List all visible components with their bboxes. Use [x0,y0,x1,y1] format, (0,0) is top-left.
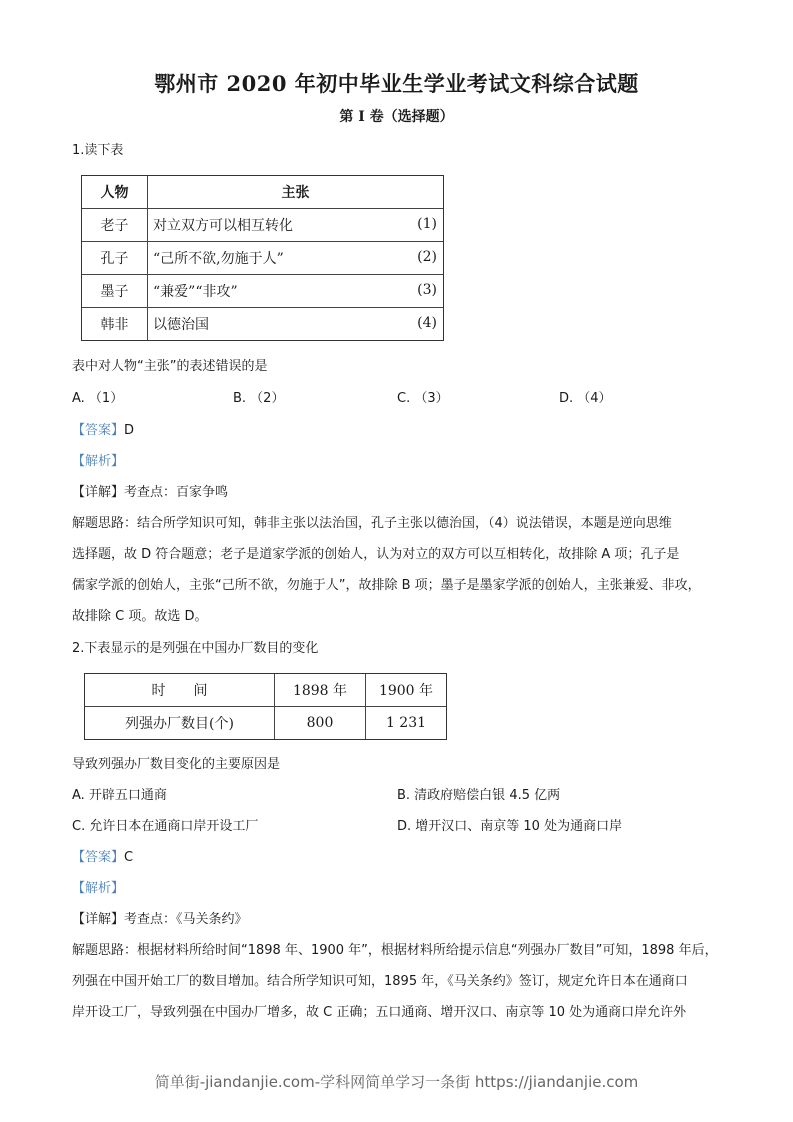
detail-label: 【详解】 [72,485,125,500]
q1-explanation-line: 故排除 C 项。故选 D。 [72,609,208,624]
section-title: 第 I 卷（选择题） [339,109,454,125]
q2-explanation-line: 列强在中国开始工厂的数目增加。结合所学知识可知，1895 年，《马关条约》签订，规定允许日本在通商口 [72,974,688,989]
q1-option-c[interactable]: C. （3） [397,391,449,406]
answer-label: 【答案】 [72,423,125,438]
table-row [82,308,444,341]
claim-number: (1) [417,216,437,232]
q2-analysis-label: 【解析】 [72,881,125,896]
claim-cell [148,308,444,341]
q2-explanation-line: 岸开设工厂，导致列强在中国办厂增多，故 C 正确；五口通商、增开汉口、南京等 10 处为通商口岸允许外 [72,1005,687,1020]
q2-option-c[interactable]: C. 允许日本在通商口岸开设工厂 [72,819,259,834]
answer-label: 【答案】 [72,850,125,865]
answer-value: D [124,423,135,438]
q1-answer [72,423,134,439]
q1-table-header-person: 人物 [82,176,148,209]
claim-text: 对立双方可以相互转化 [153,218,293,234]
table-row [82,275,444,308]
q2-table-header-1900: 1900 年 [366,674,447,707]
q1-table-header-claim: 主张 [148,176,444,209]
q2-answer [72,850,133,866]
q2-detail [72,912,248,928]
q1-table [81,175,444,341]
q2-question: 导致列强办厂数目变化的主要原因是 [72,757,281,772]
person-cell: 韩非 [82,308,148,341]
q1-explanation-line: 儒家学派的创始人，主张“己所不欲，勿施于人”，故排除 B 项；墨子是墨家学派的创始人，主张兼爱、非攻， [72,578,701,593]
claim-number: (3) [417,282,437,298]
detail-point: 考查点：百家争鸣 [124,485,229,500]
detail-label: 【详解】 [72,912,125,927]
value-1900: 1 231 [366,707,447,740]
claim-cell [148,275,444,308]
detail-point: 考查点：《马关条约》 [124,912,248,927]
q2-table-header-time: 时 间 [85,674,275,707]
table-row [82,242,444,275]
footer-watermark: 简单街-jiandanjie.com-学科网简单学习一条街 https://jiandanjie.com [154,1073,639,1091]
page-title: 鄂州市 2020 年初中毕业生学业考试文科综合试题 [154,71,639,96]
claim-text: “兼爱”“非攻” [153,284,238,300]
answer-value: C [124,850,134,865]
person-cell: 孔子 [82,242,148,275]
q1-option-a[interactable]: A. （1） [72,391,124,406]
q1-option-d[interactable]: D. （4） [559,391,612,406]
q2-table [84,673,447,740]
q2-explanation-line: 解题思路：根据材料所给时间“1898 年、1900 年”，根据材料所给提示信息“列强办厂数目”可知，1898 年后， [72,943,718,958]
q2-option-a[interactable]: A. 开辟五口通商 [72,788,167,803]
claim-cell [148,209,444,242]
claim-number: (2) [417,249,437,265]
q2-option-d[interactable]: D. 增开汉口、南京等 10 处为通商口岸 [397,819,623,834]
q1-explanation-line: 选择题，故 D 符合题意；老子是道家学派的创始人，认为对立的双方可以互相转化，故排除 A 项；孔子是 [72,547,680,562]
table-row [82,209,444,242]
q1-detail [72,485,228,501]
person-cell: 老子 [82,209,148,242]
q1-option-b[interactable]: B. （2） [233,391,285,406]
q1-analysis-label: 【解析】 [72,454,125,469]
q1-stem: 1.读下表 [72,143,124,158]
table-row [85,707,447,740]
value-1898: 800 [275,707,366,740]
q2-table-header-1898: 1898 年 [275,674,366,707]
q2-option-b[interactable]: B. 清政府赔偿白银 4.5 亿两 [397,788,561,803]
person-cell: 墨子 [82,275,148,308]
q2-stem: 2.下表显示的是列强在中国办厂数目的变化 [72,641,319,656]
row-label: 列强办厂数目(个) [85,707,275,740]
claim-cell [148,242,444,275]
claim-text: “己所不欲,勿施于人” [153,251,284,267]
q1-explanation-line: 解题思路：结合所学知识可知，韩非主张以法治国，孔子主张以德治国，（4）说法错误，本题是逆向思维 [72,516,672,531]
claim-text: 以德治国 [153,317,209,333]
q1-question: 表中对人物“主张”的表述错误的是 [72,359,268,374]
claim-number: (4) [417,315,437,331]
